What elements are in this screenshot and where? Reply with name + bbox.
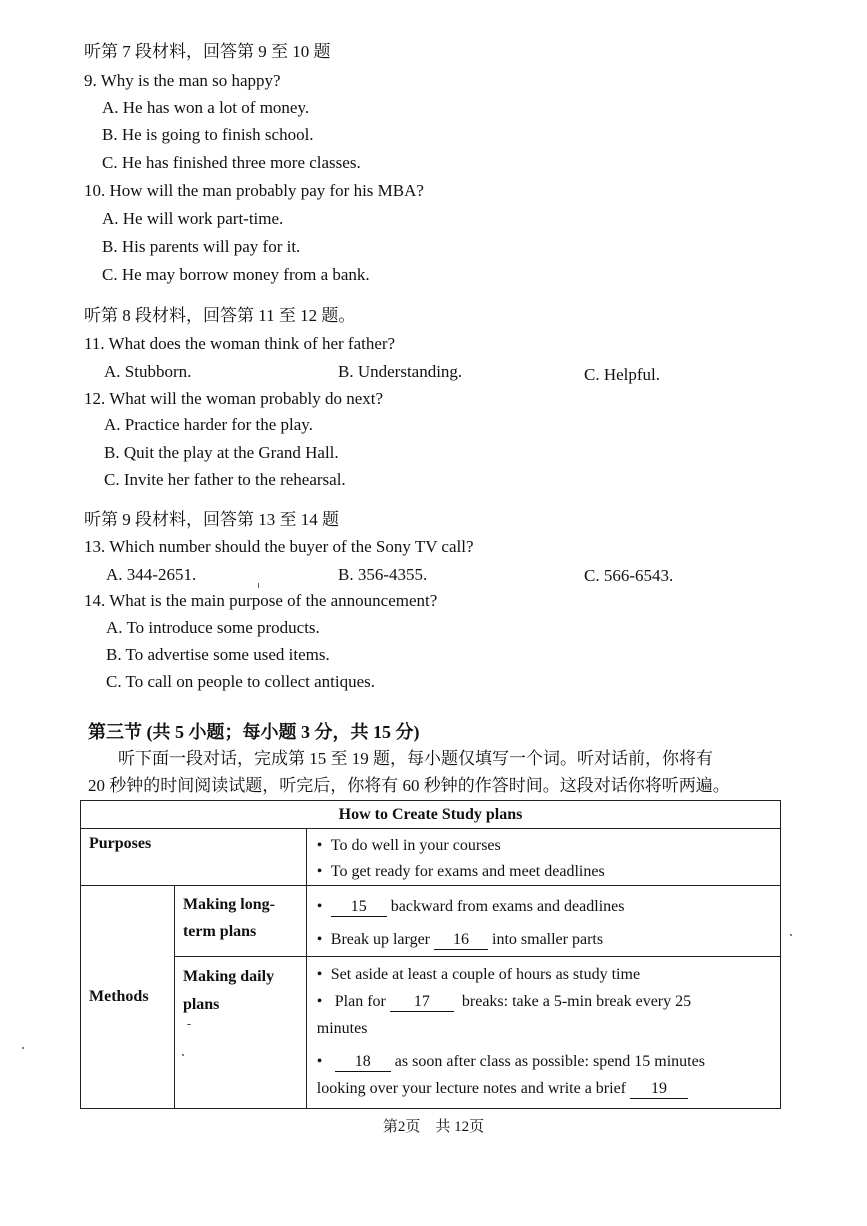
question-stem: 10. How will the man probably pay for his MBA? bbox=[84, 181, 424, 200]
page-footer: 第2页 共 12页 bbox=[382, 1119, 485, 1135]
section-heading: 听第 7 段材料，回答第 9 至 10 题 bbox=[84, 42, 331, 61]
option: C. Helpful. bbox=[584, 365, 661, 384]
bullet-icon: • bbox=[316, 863, 323, 880]
list-item: • Set aside at least a couple of hours as study time bbox=[317, 961, 780, 988]
question-stem: 9. Why is the man so happy? bbox=[84, 71, 281, 90]
purposes-label: Purposes bbox=[81, 829, 307, 886]
study-plan-table bbox=[80, 800, 781, 1109]
daily-label: Making daily plans bbox=[174, 957, 306, 1109]
option: A. 344-2651. bbox=[106, 565, 197, 584]
scan-speck bbox=[182, 1054, 184, 1056]
list-item: • Plan for 17 breaks: take a 5-min break every 25 bbox=[317, 988, 780, 1015]
section-heading: 听第 9 段材料，回答第 13 至 14 题 bbox=[84, 510, 339, 529]
instructions-line: 听下面一段对话，完成第 15 至 19 题，每小题仅填写一个词。听对话前，你将有 bbox=[118, 749, 713, 768]
option: C. To call on people to collect antiques. bbox=[106, 672, 376, 691]
blank-17: 17 bbox=[390, 993, 454, 1012]
daily-cell bbox=[306, 957, 780, 1109]
part-title: 第三节 (共 5 小题；每小题 3 分，共 15 分) bbox=[88, 722, 420, 742]
list-item-cont: minutes bbox=[316, 1020, 368, 1037]
list-item: • To do well in your courses bbox=[317, 833, 780, 859]
blank-15: 15 bbox=[331, 898, 387, 917]
scan-speck bbox=[22, 1047, 24, 1049]
option: A. To introduce some products. bbox=[106, 618, 320, 637]
option: A. Practice harder for the play. bbox=[104, 415, 313, 434]
blank-19: 19 bbox=[630, 1080, 688, 1099]
list-item: • 15 backward from exams and deadlines bbox=[317, 890, 780, 923]
option: B. Understanding. bbox=[338, 362, 463, 381]
option: C. 566-6543. bbox=[584, 566, 674, 585]
scan-speck bbox=[258, 583, 259, 588]
scan-speck bbox=[187, 1024, 191, 1025]
bullet-icon: • bbox=[316, 966, 323, 983]
bullet-icon: • bbox=[316, 898, 323, 915]
option: C. Invite her father to the rehearsal. bbox=[104, 470, 346, 489]
bullet-icon: • bbox=[316, 1053, 323, 1070]
scan-speck bbox=[790, 934, 792, 936]
option: B. 356-4355. bbox=[338, 565, 428, 584]
option: A. Stubborn. bbox=[104, 362, 192, 381]
bullet-icon: • bbox=[316, 931, 323, 948]
option: A. He has won a lot of money. bbox=[102, 98, 310, 117]
table-title: How to Create Study plans bbox=[81, 801, 781, 829]
question-stem: 13. Which number should the buyer of the Sony TV call? bbox=[84, 537, 474, 556]
option: B. His parents will pay for it. bbox=[102, 237, 301, 256]
list-item: • Break up larger 16 into smaller parts bbox=[317, 923, 780, 956]
purposes-cell bbox=[306, 829, 780, 886]
section-heading: 听第 8 段材料，回答第 11 至 12 题。 bbox=[84, 306, 356, 325]
blank-16: 16 bbox=[434, 931, 488, 950]
option: B. To advertise some used items. bbox=[106, 645, 330, 664]
question-stem: 11. What does the woman think of her father? bbox=[84, 334, 396, 353]
list-item-cont: looking over your lecture notes and write a brief 19 bbox=[317, 1075, 780, 1102]
list-item: • 18 as soon after class as possible: spend 15 minutes bbox=[317, 1048, 780, 1075]
option: C. He may borrow money from a bank. bbox=[102, 265, 370, 284]
blank-18: 18 bbox=[335, 1053, 391, 1072]
bullet-icon: • bbox=[316, 837, 323, 854]
longterm-label: Making long- term plans bbox=[174, 886, 306, 957]
option: B. He is going to finish school. bbox=[102, 125, 314, 144]
question-stem: 14. What is the main purpose of the announcement? bbox=[84, 591, 438, 610]
option: A. He will work part-time. bbox=[102, 209, 284, 228]
option: C. He has finished three more classes. bbox=[102, 153, 361, 172]
option: B. Quit the play at the Grand Hall. bbox=[104, 443, 339, 462]
question-stem: 12. What will the woman probably do next? bbox=[84, 389, 384, 408]
list-item: • To get ready for exams and meet deadlines bbox=[317, 859, 780, 885]
bullet-icon: • bbox=[316, 993, 323, 1010]
longterm-cell bbox=[306, 886, 780, 957]
methods-label: Methods bbox=[81, 886, 175, 1109]
instructions-line: 20 秒钟的时间阅读试题，听完后，你将有 60 秒钟的作答时间。这段对话你将听两遍。 bbox=[88, 776, 730, 795]
